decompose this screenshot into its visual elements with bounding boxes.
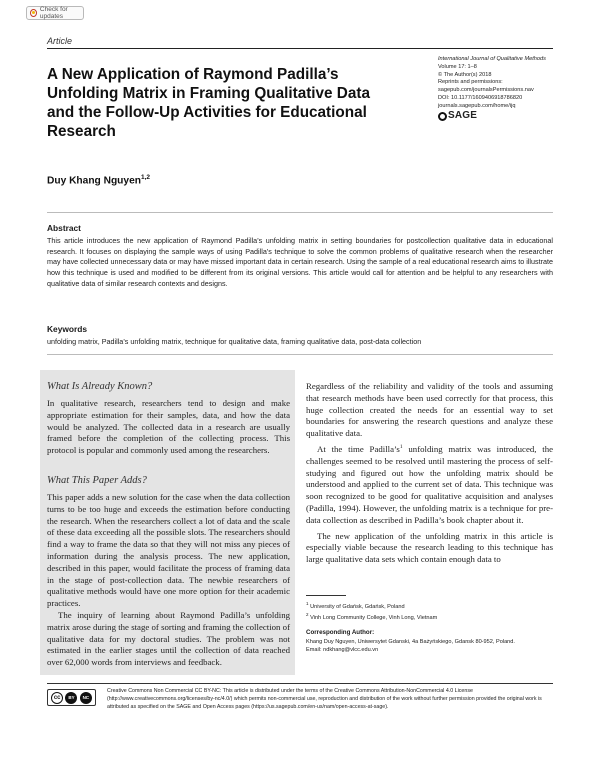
footnote-1 <box>306 600 553 611</box>
body-paragraph: The new application of the unfolding matrix in this article is especially viable because the research leading to this technique has large qualitative data sets which contain enough data to <box>306 530 553 565</box>
paper-title: A New Application of Raymond Padilla’s Unfolding Matrix in Framing Qualitative Data and the Follow-Up Activities for Educational Research <box>47 66 370 140</box>
author-line <box>47 174 150 186</box>
keywords-heading: Keywords <box>47 324 88 334</box>
journal-volume: Volume 17: 1–8 <box>438 63 477 70</box>
journal-reprints: Reprints and permissions: <box>438 79 503 86</box>
body-paragraph: The inquiry of learning about Raymond Padilla’s unfolding matrix arose during the stage of sorting and framing the collection of qualitative data for my doctoral studies. The problem was not estimated in the earlier stages until the collection of data reached over 62,000 words from interviews and feedback. <box>47 609 290 668</box>
sage-logo-icon <box>438 112 447 121</box>
attribution-icon: BY <box>65 692 77 704</box>
author-affiliation-marks: 1,2 <box>140 174 151 181</box>
paper-adds-body <box>47 492 290 669</box>
check-for-updates-badge[interactable] <box>26 6 84 20</box>
abstract-top-rule <box>47 212 553 213</box>
journal-reprints-link[interactable]: sagepub.com/journalsPermissions.nav <box>438 87 534 94</box>
footnote-2 <box>306 611 553 622</box>
corresponding-author-address: Khang Duy Nguyen, Uniwersytet Gdanski, 4a Bażyńskiego, Gdansk 80-952, Poland. <box>306 639 515 645</box>
article-type-label: Article <box>47 36 73 46</box>
body-paragraph <box>306 444 553 527</box>
abstract-text: This article introduces the new application of Raymond Padilla’s unfolding matrix in setting boundaries for postcollection qualitative data in educational research. It focuses on displaying the sample ways of using Padilla’s technique to solve the common problems of qualitative research when the researcher may have collected unnecessary data or may have missed important data in certain research. Using the sample of a real educational research aims to illustrate how this technique is used and modified to be different from its original versions. This article would call for attention and be helpful to any researchers with qualitative data of similar research contexts and designs. <box>47 236 553 288</box>
footnote-number: 2 <box>306 612 309 618</box>
keywords-bottom-rule <box>47 354 553 355</box>
sage-logo <box>438 112 588 121</box>
paper-adds-heading: What This Paper Adds? <box>47 475 147 486</box>
journal-info <box>438 56 588 121</box>
cc-by-nc-badge[interactable] <box>47 689 96 706</box>
footnote-ref[interactable]: 1 <box>399 444 403 451</box>
footnotes <box>306 600 553 623</box>
footnote-rule <box>306 595 346 596</box>
journal-name: International Journal of Qualitative Methods <box>438 56 546 62</box>
license-text: Creative Commons Non Commercial CC BY-NC: This article is distributed under the terms of the Creative Commons Attribution-NonCommercial 4.0 License (http://www.creativecommons.org/licenses/by-nc/4.0/) which permits non-commercial use, reproduction and distribution of the work without further permission provided the original work is attributed as specified on the SAGE and Open Access pages (https://us.sagepub.com/en-us/nam/open-access-at-sage). <box>107 688 542 711</box>
author-name[interactable]: Duy Khang Nguyen <box>47 175 141 187</box>
journal-doi[interactable]: DOI: 10.1177/1609406918786820 <box>438 94 523 101</box>
body-text: unfolding matrix was introduced, the challenges seemed to be resolved until mastering the process of self-studying and figured out how the unfolding matrix should be understood and applied to the current set of data. This technique was soon recognized to be good for qualitative acquisition and analyses (Padilla, 1994). However, the unfolding matrix is a technique for pre-data collection as described in Padilla’s book chapter about it. <box>306 443 553 525</box>
journal-copyright: © The Author(s) 2018 <box>438 71 492 78</box>
noncommercial-icon: NC <box>80 692 92 704</box>
already-known-heading: What Is Already Known? <box>47 381 153 392</box>
footnote-text: Vinh Long Community College, Vinh Long, Vietnam <box>310 615 438 622</box>
check-for-updates-label: Check for updates <box>39 6 68 20</box>
body-paragraph: Regardless of the reliability and validity of the tools and assuming that research methods have been used correctly for that process, this huge collection created the needs for an essential way to set boundaries for answering the research questions and analyze these qualitative data. <box>306 381 553 439</box>
keywords-text: unfolding matrix, Padilla’s unfolding matrix, technique for qualitative data, framing qualitative data, post-data collection <box>47 337 422 346</box>
paper-adds-text: This paper adds a new solution for the case when the data collection turns to be too huge and exceeds the estimation before conducting the research. When the researchers collect a lot of data and the scale of these data exceeding all the possible slots. The researchers should find a way to frame the data so that they will not miss any pieces of information during the analysis process. The new application, described in this paper, would facilitate the process of framing data in the stage of post-collection data. The newbie researchers of qualitative methods would have one more option for their academic practices. <box>47 492 290 609</box>
body-text: At the time Padilla’s <box>317 443 400 454</box>
right-column <box>306 381 553 566</box>
journal-site-link[interactable]: journals.sagepub.com/home/ijq <box>438 102 516 109</box>
update-icon <box>30 9 37 17</box>
creative-commons-icon: cc <box>51 692 63 704</box>
sage-logo-text: SAGE <box>448 110 478 122</box>
footnote-text: University of Gdańsk, Gdańsk, Poland <box>310 603 405 610</box>
corresponding-author-details <box>306 638 553 655</box>
footnote-number: 1 <box>306 601 309 606</box>
abstract-heading: Abstract <box>47 223 81 233</box>
corresponding-author-heading: Corresponding Author: <box>306 629 375 636</box>
license-rule <box>47 683 553 684</box>
already-known-text: In qualitative research, researchers tend to design and make appropriate estimation for their samples, data, and how the data would be analyzed. The collected data in a research are usually framed before the completion of the collecting process. This protocol is popular and commonly used among the researchers. <box>47 398 290 456</box>
corresponding-author-email[interactable]: Email: ndkhang@vlcc.edu.vn <box>306 647 379 654</box>
header-rule <box>47 48 553 49</box>
